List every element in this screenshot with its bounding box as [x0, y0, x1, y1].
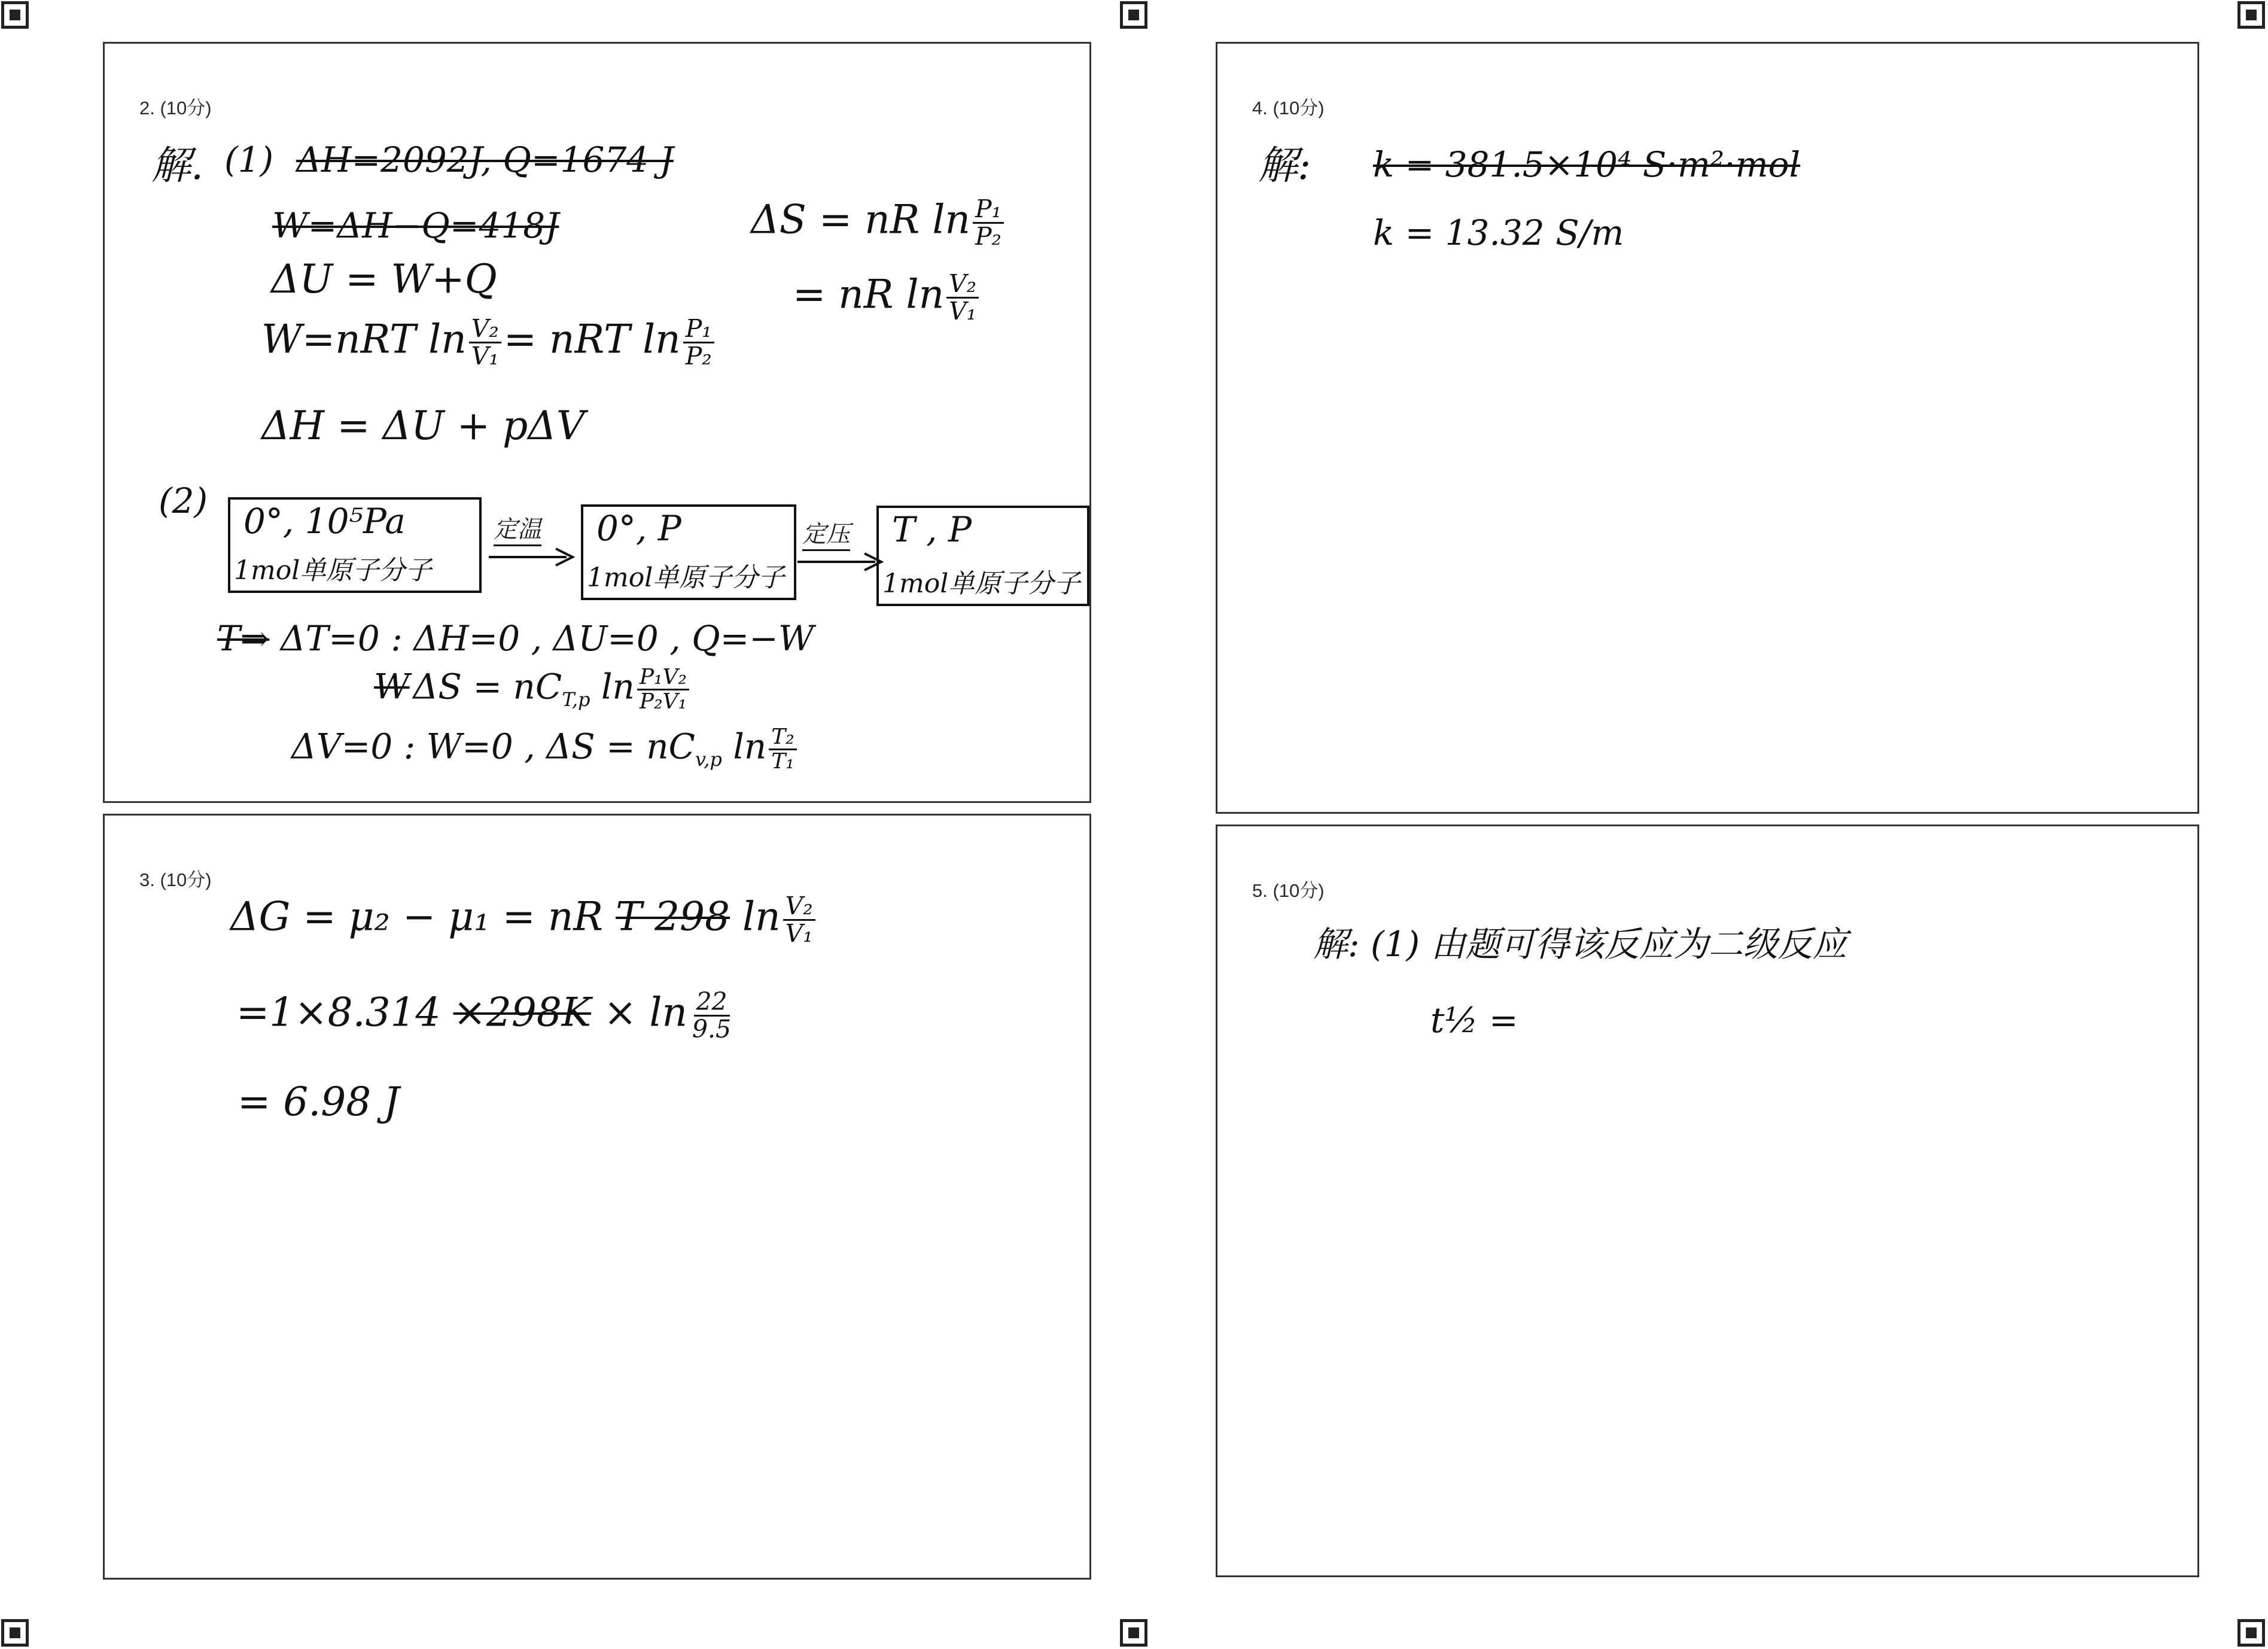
isothermal-step-line: T⇒ ΔT=0 : ΔH=0 , ΔU=0 , Q=−W	[217, 618, 814, 659]
reaction-order-statement: 解: (1) 由题可得该反应为二级反应	[1313, 924, 1847, 965]
answer-box-q2[interactable]	[103, 42, 1091, 803]
crossed-out-text: ΔH=2092J, Q=1674 J	[296, 139, 674, 180]
arrow-isothermal: 定温	[489, 510, 579, 576]
isochoric-step-line: ΔV=0 : W=0 , $\Delta S = nC_{v,p}$ ln $\frac{\text{T₂}}{\text{T₁}}$	[291, 726, 799, 773]
registration-marker-top-center	[1120, 1, 1147, 29]
crossed-out-text: W=ΔH−Q=418J	[272, 205, 559, 246]
registration-marker-top-left	[1, 1, 29, 29]
entropy-step-line: W $\Delta S = nC_{T,p}$ ln $\frac{\text{P₁V₂}}{\text{P₂V₁}}$	[374, 666, 692, 713]
part-number: (1)	[224, 139, 274, 180]
state-box-initial: 0°, 10⁵Pa 1mol单原子分子	[228, 497, 482, 593]
question-label: 3. (10分)	[139, 869, 212, 890]
arrow-isobaric: 定压	[797, 515, 887, 581]
registration-marker-bottom-left	[1, 1619, 29, 1647]
state-box-final: T , P 1mol单原子分子	[876, 506, 1089, 606]
question-label: 5. (10分)	[1252, 880, 1325, 901]
answer-box-q4[interactable]	[1216, 42, 2199, 814]
half-life-expression: t½ =	[1430, 1000, 1518, 1040]
state-box-intermediate: 0°, P 1mol单原子分子	[581, 504, 796, 600]
answer-box-q3[interactable]	[103, 814, 1091, 1580]
question-label: 2. (10分)	[139, 98, 212, 118]
solve-mark: 解.	[151, 142, 203, 188]
equation-dU: ΔU = W+Q	[271, 256, 497, 302]
equation-work: W=nRT ln $\frac{\text{V₂}}{\text{V₁}}$ = nRT ln $\frac{\text{P₁}}{\text{P₂}}$	[261, 316, 717, 369]
equation-dH: ΔH = ΔU + pΔV	[261, 403, 585, 449]
crossed-out-text: k = 381.5×10⁴ S·m²·mol	[1373, 144, 1801, 185]
registration-marker-bottom-center	[1120, 1619, 1147, 1647]
equation-gibbs: ΔG = μ₂ − μ₁ = nR T 298 ln $\frac{\text{V₂}}{\text{V₁}}$	[230, 893, 818, 947]
part-number: (2)	[159, 480, 208, 521]
solve-mark: 解:	[1258, 142, 1311, 188]
answer-box-q5[interactable]	[1216, 825, 2199, 1577]
registration-marker-top-right	[2237, 1, 2265, 29]
equation-dS-volume: = nR ln $\frac{\text{V₂}}{\text{V₁}}$	[793, 271, 981, 324]
equation-dS: ΔS = nR ln $\frac{\text{P₁}}{\text{P₂}}$	[751, 196, 1006, 250]
question-label: 4. (10分)	[1252, 98, 1325, 118]
equation-substitution: =1×8.314 ×298K × ln $\frac{22}{9.5}$	[236, 987, 732, 1043]
conductivity-answer: k = 13.32 S/m	[1373, 212, 1624, 253]
equation-result: = 6.98 J	[238, 1079, 400, 1125]
registration-marker-bottom-right	[2237, 1619, 2265, 1647]
